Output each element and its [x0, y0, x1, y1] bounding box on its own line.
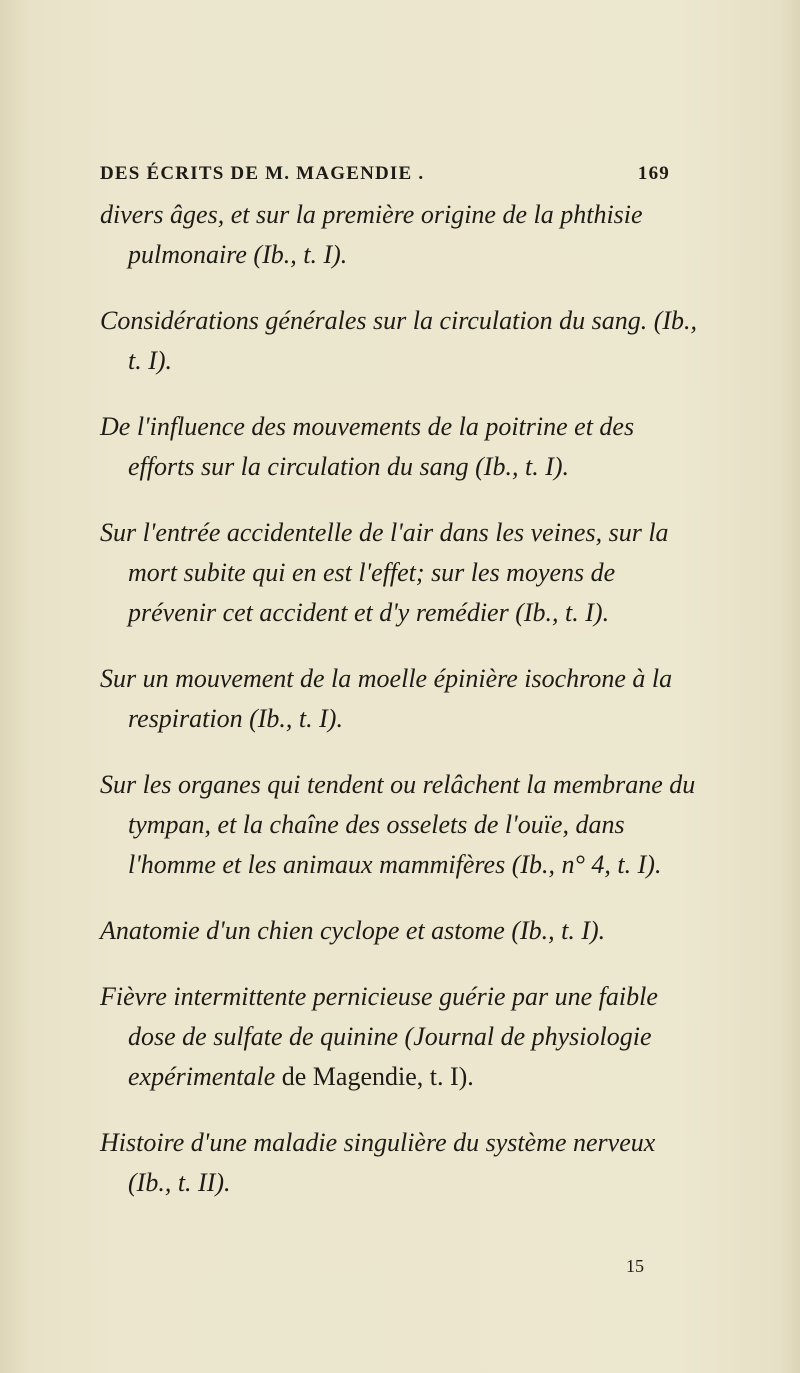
- bibliography-entry: Sur un mouvement de la moelle épinière isochrone à la respiration (Ib., t. I).: [100, 664, 673, 733]
- bibliography-entry: Anatomie d'un chien cyclope et astome (Ib., t. I).: [100, 916, 606, 945]
- bibliography-entry: Fièvre intermittente pernicieuse guérie par une faible dose de sulfate de quinine (Journal de physiologie expérimentale de Magendie, t. I).: [100, 982, 658, 1091]
- bibliography-entry: Sur les organes qui tendent ou relâchent la membrane du tympan, et la chaîne des osselets de l'ouïe, dans l'homme et les animaux mammifères (Ib., n° 4, t. I).: [100, 770, 696, 879]
- bibliography-entry: Histoire d'une maladie singulière du système nerveux (Ib., t. II).: [100, 1128, 656, 1197]
- bibliography-entry: Sur l'entrée accidentelle de l'air dans les veines, sur la mort subite qui en est l'effet; sur les moyens de prévenir cet accident et d'y remédier (Ib., t. I).: [100, 518, 669, 627]
- bibliography-entry: De l'influence des mouvements de la poitrine et des efforts sur la circulation du sang (Ib., t. I).: [100, 412, 635, 481]
- signature-mark: 15: [626, 1256, 644, 1276]
- bibliography-entry: divers âges, et sur la première origine de la phthisie pulmonaire (Ib., t. I).: [100, 200, 643, 269]
- bibliography-entry: Considérations générales sur la circulation du sang. (Ib., t. I).: [100, 306, 698, 375]
- page-number: 169: [637, 163, 670, 184]
- running-title: DES ÉCRITS DE M. MAGENDIE .: [100, 163, 425, 184]
- bibliography-list: [100, 195, 700, 1229]
